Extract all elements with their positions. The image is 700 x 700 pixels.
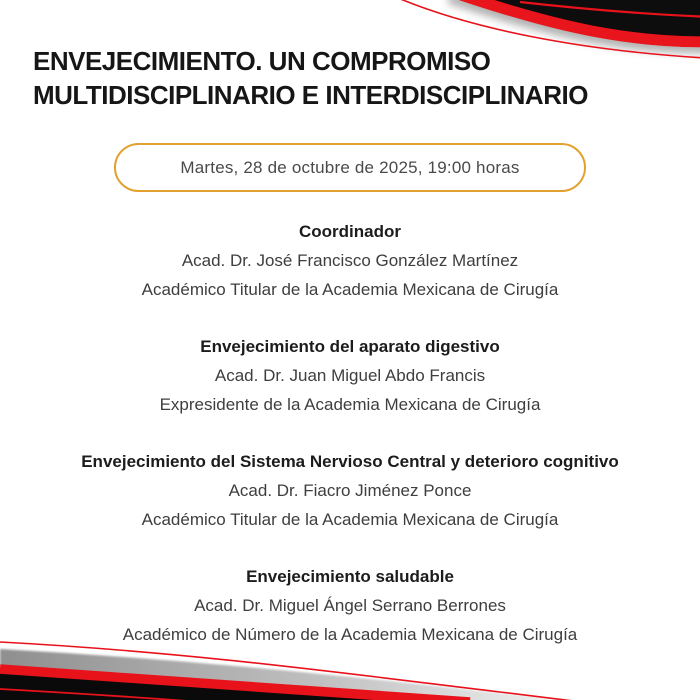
program-section-saludable bbox=[0, 562, 700, 649]
section-heading: Envejecimiento del Sistema Nervioso Central y deterioro cognitivo bbox=[81, 452, 619, 471]
speaker-name: Acad. Dr. Juan Miguel Abdo Francis bbox=[214, 366, 486, 385]
speaker-name: Acad. Dr. Miguel Ángel Serrano Berrones bbox=[194, 596, 506, 615]
top-swoosh-inner-red-line bbox=[520, 2, 700, 17]
speaker-name: Acad. Dr. Fiacro Jiménez Ponce bbox=[228, 481, 472, 500]
top-swoosh-red-band bbox=[452, 0, 700, 42]
program-section-sistema-nervioso bbox=[0, 447, 700, 534]
program-section-aparato-digestivo bbox=[0, 332, 700, 419]
speaker-affiliation: Académico Titular de la Academia Mexicana de Cirugía bbox=[141, 280, 559, 299]
section-heading: Envejecimiento saludable bbox=[246, 567, 454, 586]
bottom-swoosh-inner-red-line bbox=[0, 689, 265, 700]
date-banner bbox=[114, 143, 586, 192]
speaker-affiliation: Expresidente de la Academia Mexicana de Cirugía bbox=[159, 395, 541, 414]
page-title bbox=[33, 44, 653, 112]
section-heading: Envejecimiento del aparato digestivo bbox=[200, 337, 500, 356]
speaker-name: Acad. Dr. José Francisco González Martínez bbox=[181, 251, 519, 270]
bottom-swoosh-black-shape bbox=[0, 673, 460, 700]
program-list bbox=[0, 217, 700, 677]
date-banner-text: Martes, 28 de octubre de 2025, 19:00 horas bbox=[180, 157, 520, 177]
speaker-affiliation: Académico de Número de la Academia Mexicana de Cirugía bbox=[122, 625, 578, 644]
page-title-line1: ENVEJECIMIENTO. UN COMPROMISO bbox=[33, 46, 491, 76]
top-swoosh-black-shape bbox=[460, 0, 700, 38]
speaker-affiliation: Académico Titular de la Academia Mexicana de Cirugía bbox=[141, 510, 559, 529]
page-title-line2: MULTIDISCIPLINARIO E INTERDISCIPLINARIO bbox=[33, 80, 588, 110]
program-section-coordinador bbox=[0, 217, 700, 304]
section-heading: Coordinador bbox=[299, 222, 401, 241]
